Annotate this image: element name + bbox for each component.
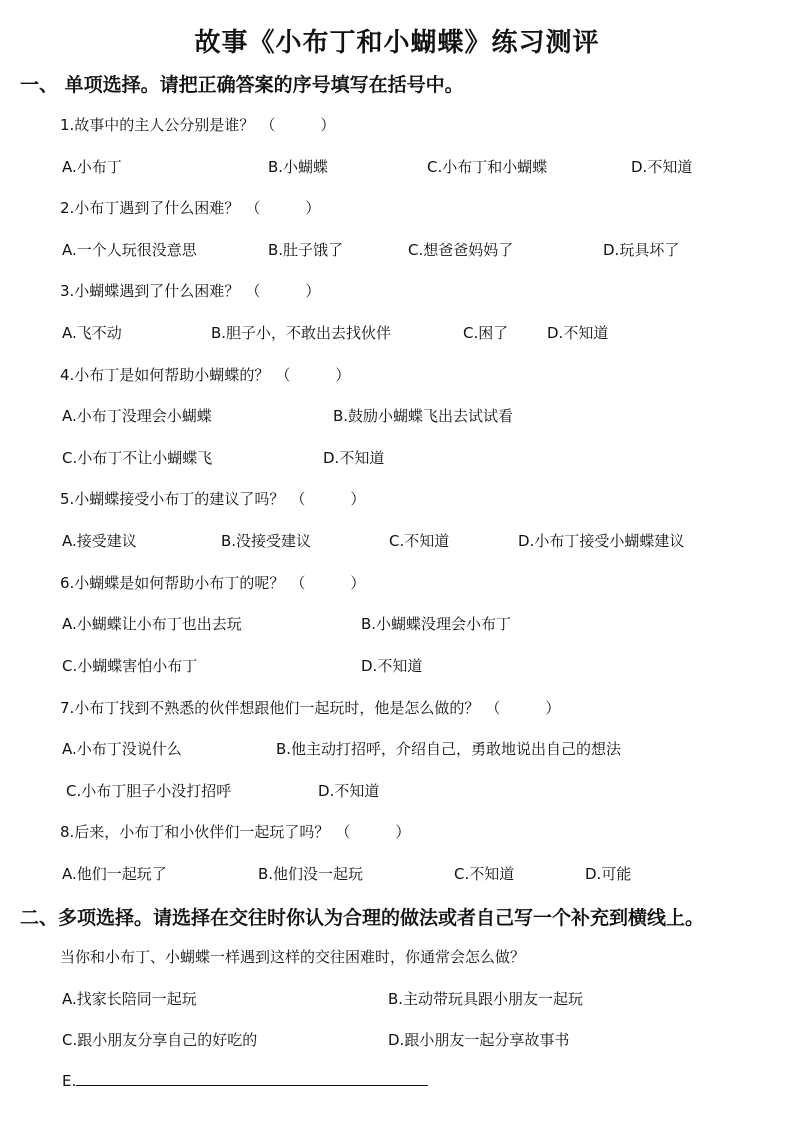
option-e-write-in [62, 1071, 428, 1090]
option-a: A.一个人玩很没意思 [62, 241, 197, 259]
question-text: 3.小蝴蝶遇到了什么困难？ [60, 282, 240, 300]
question-1 [60, 114, 335, 135]
option-d: D.可能 [585, 865, 632, 883]
question-6 [60, 572, 365, 593]
answer-blank[interactable]: （ ） [290, 574, 366, 592]
question-text: 6.小蝴蝶是如何帮助小布丁的呢？ [60, 574, 285, 592]
option-c: C.想爸爸妈妈了 [408, 241, 514, 259]
option-a: A.找家长陪同一起玩 [62, 990, 197, 1008]
answer-blank[interactable]: （ ） [335, 823, 411, 841]
question-text: 4.小布丁是如何帮助小蝴蝶的？ [60, 366, 270, 384]
option-a: A.小布丁没说什么 [62, 740, 182, 758]
option-b: B.胆子小，不敢出去找伙伴 [211, 324, 392, 342]
option-c: C.不知道 [454, 865, 515, 883]
question-text: 2.小布丁遇到了什么困难？ [60, 199, 240, 217]
option-d: D.不知道 [547, 324, 609, 342]
option-b: B.小蝴蝶没理会小布丁 [361, 615, 512, 633]
option-d: D.不知道 [318, 782, 380, 800]
option-a: A.小布丁没理会小蝴蝶 [62, 407, 212, 425]
option-b: B.小蝴蝶 [268, 158, 329, 176]
option-c: C.小蝴蝶害怕小布丁 [62, 657, 198, 675]
option-b: B.鼓励小蝴蝶飞出去试试看 [333, 407, 514, 425]
question-7 [60, 697, 560, 718]
answer-blank[interactable]: （ ） [485, 699, 561, 717]
option-c: C.小布丁胆子小没打招呼 [66, 782, 232, 800]
option-c: C.小布丁不让小蝴蝶飞 [62, 449, 213, 467]
question-text: 5.小蝴蝶接受小布丁的建议了吗？ [60, 490, 285, 508]
option-d: D.不知道 [361, 657, 423, 675]
option-d: D.小布丁接受小蝴蝶建议 [518, 532, 685, 550]
question-text: 7.小布丁找到不熟悉的伙伴想跟他们一起玩时，他是怎么做的？ [60, 699, 480, 717]
question-4 [60, 364, 350, 385]
section-2-prompt: 当你和小布丁、小蝴蝶一样遇到这样的交往困难时，你通常会怎么做？ [60, 948, 526, 966]
page-title: 故事《小布丁和小蝴蝶》练习测评 [194, 28, 600, 58]
question-8 [60, 821, 410, 842]
option-a: A.飞不动 [62, 324, 122, 342]
question-text: 8.后来，小布丁和小伙伴们一起玩了吗？ [60, 823, 330, 841]
answer-blank[interactable]: （ ） [245, 199, 321, 217]
answer-blank[interactable]: （ ） [260, 116, 336, 134]
option-d: D.玩具坏了 [603, 241, 680, 259]
option-e-label: E. [62, 1072, 77, 1090]
option-d: D.不知道 [323, 449, 385, 467]
answer-blank[interactable]: （ ） [245, 282, 321, 300]
section-1-heading: 一、 单项选择。请把正确答案的序号填写在括号中。 [20, 74, 464, 96]
write-in-line[interactable] [76, 1071, 428, 1086]
question-text: 1.故事中的主人公分别是谁？ [60, 116, 255, 134]
option-b: B.主动带玩具跟小朋友一起玩 [388, 990, 584, 1008]
question-3 [60, 280, 320, 301]
option-c: C.跟小朋友分享自己的好吃的 [62, 1031, 258, 1049]
option-b: B.没接受建议 [221, 532, 312, 550]
option-d: D.跟小朋友一起分享故事书 [388, 1031, 570, 1049]
option-d: D.不知道 [631, 158, 693, 176]
option-a: A.小布丁 [62, 158, 122, 176]
question-2 [60, 197, 320, 218]
option-c: C.小布丁和小蝴蝶 [427, 158, 548, 176]
option-c: C.不知道 [389, 532, 450, 550]
option-b: B.他们没一起玩 [258, 865, 364, 883]
option-b: B.他主动打招呼，介绍自己，勇敢地说出自己的想法 [276, 740, 622, 758]
section-2-heading: 二、多项选择。请选择在交往时你认为合理的做法或者自己写一个补充到横线上。 [20, 907, 705, 929]
answer-blank[interactable]: （ ） [290, 490, 366, 508]
option-b: B.肚子饿了 [268, 241, 344, 259]
answer-blank[interactable]: （ ） [275, 366, 351, 384]
option-a: A.他们一起玩了 [62, 865, 167, 883]
option-a: A.小蝴蝶让小布丁也出去玩 [62, 615, 242, 633]
option-a: A.接受建议 [62, 532, 137, 550]
option-c: C.困了 [463, 324, 509, 342]
question-5 [60, 488, 365, 509]
